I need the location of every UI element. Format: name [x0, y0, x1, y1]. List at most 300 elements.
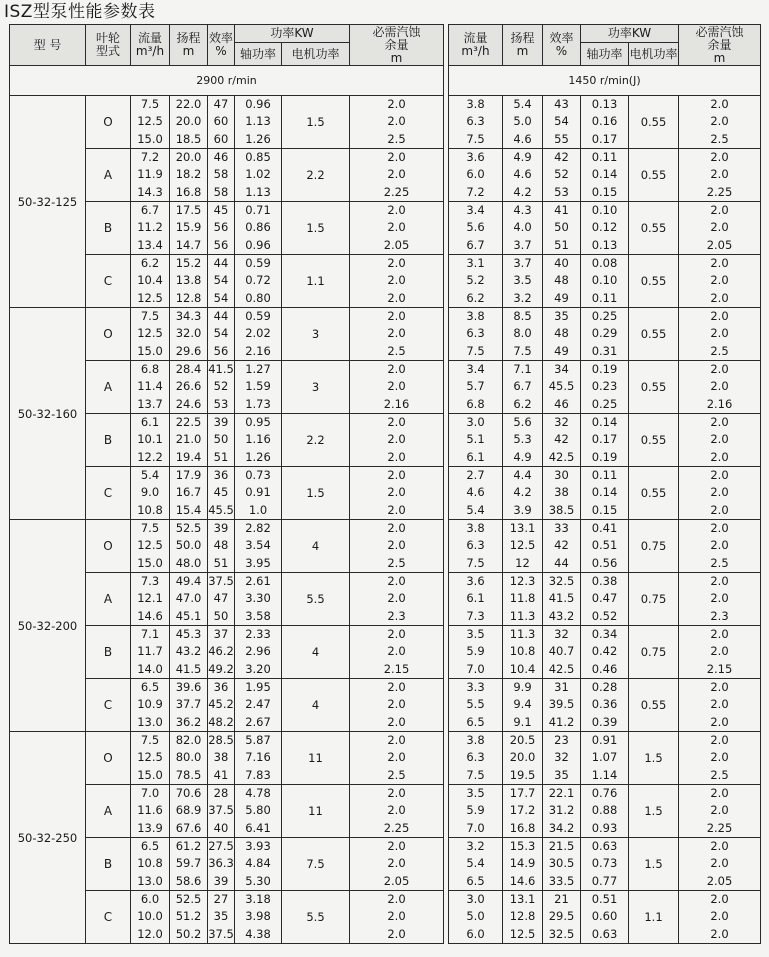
cell-value: 2.25 [383, 820, 410, 835]
motor-power-cell: 2.2 [282, 149, 350, 202]
cell-value: 2.05 [383, 873, 410, 888]
cell-value: 2.5 [387, 767, 406, 782]
cell-value: 47.0 [175, 591, 202, 606]
cell-value: 2.0 [710, 926, 729, 941]
cell-value: 6.1 [466, 449, 485, 464]
cell-value: 2.0 [387, 538, 406, 553]
npsh-cell [350, 361, 444, 414]
cell-value: 7.1 [140, 627, 160, 642]
cell-value: 4.2 [513, 184, 532, 199]
cell-value: 2.0 [710, 326, 729, 341]
cell-value: 4.4 [513, 468, 532, 483]
cell-value: 0.36 [591, 697, 618, 712]
cell-value: 50 [213, 608, 229, 623]
cell-value: 13.7 [137, 396, 163, 411]
model-cell: 50-32-250 [10, 732, 86, 944]
cell-value: 2.3 [710, 608, 729, 623]
efficiency-cell [208, 679, 235, 732]
cell-value: 5.4 [466, 856, 485, 871]
npsh-cell [350, 785, 444, 838]
cell-value: 12.3 [509, 574, 536, 589]
cell-value: 2.61 [245, 574, 271, 589]
cell-value: 2.0 [710, 839, 729, 854]
cell-value: 3.0 [466, 415, 485, 430]
cell-value: 0.72 [245, 273, 271, 288]
table-row [449, 785, 761, 838]
cell-value: 12.1 [137, 591, 163, 606]
cell-value: 13.1 [509, 892, 536, 907]
cell-value: 2.5 [710, 131, 729, 146]
cell-value: 7.0 [140, 786, 160, 801]
table-row [449, 308, 761, 361]
cell-value: 11.3 [509, 627, 536, 642]
motor-power-cell-low: 0.55 [629, 679, 679, 732]
motor-power-cell-low: 0.55 [629, 467, 679, 520]
cell-value: 2.25 [706, 184, 733, 199]
npsh-header-low: 必需汽蚀 余量 m [679, 25, 761, 66]
cell-value: 3.8 [466, 521, 485, 536]
cell-value: 29.6 [175, 343, 202, 358]
flow-cell-low [449, 838, 503, 891]
motor-power-cell: 1.5 [282, 467, 350, 520]
cell-value: 10.8 [137, 502, 163, 517]
cell-value: 2.0 [710, 220, 729, 235]
npsh-cell-low [679, 149, 761, 202]
flow-cell-low [449, 361, 503, 414]
shaft-power-cell-low [581, 202, 629, 255]
cell-value: 5.30 [245, 873, 271, 888]
cell-value: 10.4 [509, 661, 536, 676]
cell-value: 2.16 [245, 343, 271, 358]
cell-value: 3.1 [466, 256, 485, 271]
impeller-cell: A [86, 573, 131, 626]
cell-value: 2.0 [710, 574, 729, 589]
motor-power-cell-low: 0.55 [629, 414, 679, 467]
cell-value: 2.0 [710, 379, 729, 394]
cell-value: 0.56 [591, 555, 618, 570]
cell-value: 10.9 [137, 697, 163, 712]
shaft-power-cell-low [581, 149, 629, 202]
efficiency-cell [208, 361, 235, 414]
flow-cell [131, 255, 170, 308]
motor-power-cell-low: 0.55 [629, 149, 679, 202]
cell-value: 27.5 [208, 839, 234, 854]
cell-value: 18.2 [175, 167, 202, 182]
cell-value: 2.0 [387, 432, 406, 447]
cell-value: 13.9 [137, 820, 163, 835]
flow-cell [131, 202, 170, 255]
cell-value: 7.2 [466, 184, 485, 199]
cell-value: 4.78 [245, 786, 271, 801]
cell-value: 5.6 [466, 220, 485, 235]
cell-value: 33.5 [548, 873, 575, 888]
cell-value: 39 [213, 521, 229, 536]
npsh-cell [350, 573, 444, 626]
npsh-cell-low [679, 838, 761, 891]
efficiency-cell [208, 785, 235, 838]
cell-value: 0.14 [591, 415, 618, 430]
cell-value: 6.0 [466, 167, 485, 182]
flow-cell [131, 149, 170, 202]
head-cell [170, 255, 208, 308]
cell-value: 34 [554, 362, 569, 377]
cell-value: 45 [213, 203, 229, 218]
efficiency-cell-low [543, 626, 581, 679]
motor-power-cell: 3 [282, 361, 350, 414]
cell-value: 44 [554, 555, 569, 570]
cell-value: 14.6 [509, 873, 536, 888]
cell-value: 5.2 [466, 273, 485, 288]
head-cell-low [503, 414, 543, 467]
cell-value: 11.2 [137, 220, 163, 235]
npsh-cell-low [679, 573, 761, 626]
cell-value: 5.87 [245, 733, 271, 748]
cell-value: 0.52 [591, 608, 618, 623]
shaft-power-cell [235, 96, 282, 149]
head-cell-low [503, 361, 543, 414]
shaft-power-cell-low [581, 785, 629, 838]
flow-cell-low [449, 573, 503, 626]
performance-table-1450 [448, 24, 761, 944]
impeller-cell: B [86, 414, 131, 467]
cell-value: 2.0 [387, 644, 406, 659]
flow-cell [131, 785, 170, 838]
motor-power-cell-low: 0.75 [629, 573, 679, 626]
cell-value: 3.4 [466, 203, 485, 218]
cell-value: 2.25 [383, 184, 410, 199]
cell-value: 12.0 [137, 926, 163, 941]
cell-value: 45.5 [548, 379, 575, 394]
cell-value: 12.8 [509, 909, 536, 924]
table-row [449, 838, 761, 891]
cell-value: 21.5 [548, 839, 575, 854]
shaft-power-cell [235, 361, 282, 414]
cell-value: 2.0 [387, 856, 406, 871]
cell-value: 2.0 [387, 786, 406, 801]
efficiency-cell [208, 891, 235, 944]
cell-value: 4.6 [466, 485, 485, 500]
cell-value: 50.0 [175, 538, 202, 553]
head-cell-low [503, 308, 543, 361]
cell-value: 0.31 [591, 343, 618, 358]
cell-value: 3.5 [466, 627, 485, 642]
cell-value: 61.2 [175, 839, 202, 854]
cell-value: 32.5 [548, 926, 575, 941]
cell-value: 82.0 [175, 733, 202, 748]
efficiency-cell [208, 626, 235, 679]
cell-value: 2.5 [387, 131, 406, 146]
cell-value: 53 [554, 184, 569, 199]
flow-header-low: 流量 m³/h [449, 25, 503, 66]
head-cell [170, 96, 208, 149]
cell-value: 37.5 [208, 926, 234, 941]
cell-value: 36 [213, 468, 229, 483]
head-cell-low [503, 626, 543, 679]
cell-value: 2.02 [245, 326, 271, 341]
speed-label-2900: 2900 r/min [10, 66, 444, 96]
npsh-cell-low [679, 308, 761, 361]
cell-value: 3.6 [466, 150, 485, 165]
cell-value: 38 [213, 750, 229, 765]
cell-value: 1.07 [591, 750, 618, 765]
npsh-cell-low [679, 520, 761, 573]
flow-cell-low [449, 891, 503, 944]
cell-value: 2.0 [387, 892, 406, 907]
efficiency-cell [208, 308, 235, 361]
cell-value: 54 [213, 273, 229, 288]
cell-value: 28 [213, 786, 229, 801]
cell-value: 3.6 [466, 574, 485, 589]
cell-value: 2.15 [706, 661, 733, 676]
cell-value: 3.2 [466, 839, 485, 854]
shaft-power-cell [235, 414, 282, 467]
head-cell [170, 520, 208, 573]
flow-cell-low [449, 626, 503, 679]
efficiency-header-low: 效率 % [543, 25, 581, 66]
cell-value: 2.0 [710, 803, 729, 818]
shaft-power-cell-low [581, 732, 629, 785]
cell-value: 3.7 [513, 256, 532, 271]
cell-value: 6.2 [140, 256, 160, 271]
cell-value: 2.0 [710, 167, 729, 182]
motor-power-cell-low: 1.5 [629, 838, 679, 891]
cell-value: 0.17 [591, 432, 618, 447]
cell-value: 6.8 [466, 396, 485, 411]
cell-value: 7.5 [466, 131, 485, 146]
cell-value: 33 [554, 521, 569, 536]
cell-value: 0.10 [591, 203, 618, 218]
efficiency-cell-low [543, 785, 581, 838]
cell-value: 0.10 [591, 273, 618, 288]
motor-power-cell-low: 0.55 [629, 308, 679, 361]
flow-cell-low [449, 785, 503, 838]
power-header: 功率KW [235, 25, 350, 43]
head-cell [170, 308, 208, 361]
efficiency-cell-low [543, 573, 581, 626]
shaft-power-cell-low [581, 96, 629, 149]
cell-value: 7.0 [466, 661, 485, 676]
cell-value: 3.4 [466, 362, 485, 377]
cell-value: 3.30 [245, 591, 271, 606]
cell-value: 40 [554, 256, 569, 271]
cell-value: 2.33 [245, 627, 271, 642]
motor-power-cell: 3 [282, 308, 350, 361]
cell-value: 67.6 [175, 820, 202, 835]
cell-value: 26.6 [175, 379, 202, 394]
cell-value: 15.4 [175, 502, 202, 517]
cell-value: 5.6 [513, 415, 532, 430]
cell-value: 2.0 [710, 415, 729, 430]
cell-value: 2.15 [383, 661, 410, 676]
cell-value: 7.5 [140, 733, 160, 748]
cell-value: 45.1 [175, 608, 202, 623]
npsh-cell [350, 732, 444, 785]
cell-value: 6.5 [466, 873, 485, 888]
cell-value: 3.98 [245, 909, 271, 924]
cell-value: 9.9 [513, 680, 532, 695]
cell-value: 6.7 [466, 237, 485, 252]
cell-value: 2.0 [387, 167, 406, 182]
cell-value: 36.2 [175, 714, 202, 729]
shaft-power-cell [235, 838, 282, 891]
cell-value: 7.83 [245, 767, 271, 782]
flow-cell [131, 96, 170, 149]
cell-value: 2.67 [245, 714, 271, 729]
cell-value: 2.0 [710, 114, 729, 129]
cell-value: 11.3 [509, 608, 536, 623]
npsh-cell [350, 626, 444, 679]
cell-value: 3.0 [466, 892, 485, 907]
cell-value: 7.5 [466, 555, 485, 570]
model-cell: 50-32-125 [10, 96, 86, 308]
cell-value: 10.4 [137, 273, 163, 288]
head-header-low: 扬程 m [503, 25, 543, 66]
cell-value: 13.4 [137, 237, 163, 252]
cell-value: 0.91 [591, 733, 618, 748]
cell-value: 6.5 [140, 680, 160, 695]
cell-value: 14.6 [137, 608, 163, 623]
shaft-power-cell [235, 573, 282, 626]
cell-value: 15.0 [137, 343, 163, 358]
head-cell-low [503, 838, 543, 891]
cell-value: 17.9 [175, 468, 202, 483]
cell-value: 41.5 [548, 591, 575, 606]
cell-value: 41 [213, 767, 229, 782]
cell-value: 31 [554, 680, 569, 695]
cell-value: 6.0 [466, 926, 485, 941]
cell-value: 41 [554, 203, 569, 218]
cell-value: 12.8 [175, 290, 202, 305]
cell-value: 2.05 [706, 873, 733, 888]
table-row [449, 573, 761, 626]
cell-value: 3.93 [245, 839, 271, 854]
model-cell: 50-32-160 [10, 308, 86, 520]
cell-value: 11.4 [137, 379, 163, 394]
table-row [449, 414, 761, 467]
cell-value: 54 [213, 326, 229, 341]
table-row [10, 732, 444, 785]
cell-value: 6.3 [466, 114, 485, 129]
cell-value: 7.3 [466, 608, 485, 623]
cell-value: 0.91 [245, 485, 271, 500]
shaft-power-cell-low [581, 626, 629, 679]
cell-value: 41.5 [208, 362, 234, 377]
cell-value: 6.1 [140, 415, 160, 430]
cell-value: 3.5 [466, 786, 485, 801]
cell-value: 48 [554, 326, 569, 341]
cell-value: 51 [213, 555, 229, 570]
impeller-cell: O [86, 96, 131, 149]
cell-value: 45.2 [208, 697, 234, 712]
npsh-header: 必需汽蚀 余量 m [350, 25, 444, 66]
cell-value: 4.0 [513, 220, 532, 235]
table-row [10, 96, 444, 149]
flow-cell-low [449, 467, 503, 520]
cell-value: 46 [554, 396, 569, 411]
shaft-power-cell [235, 255, 282, 308]
npsh-cell-low [679, 96, 761, 149]
page-title: ISZ型泵性能参数表 [4, 2, 156, 22]
cell-value: 12.5 [137, 538, 163, 553]
cell-value: 4.9 [513, 150, 532, 165]
cell-value: 17.2 [509, 803, 536, 818]
cell-value: 7.2 [140, 150, 160, 165]
cell-value: 42.5 [548, 661, 575, 676]
cell-value: 0.86 [245, 220, 271, 235]
efficiency-cell [208, 202, 235, 255]
cell-value: 2.0 [710, 485, 729, 500]
efficiency-cell [208, 96, 235, 149]
cell-value: 37.7 [175, 697, 202, 712]
cell-value: 7.16 [245, 750, 271, 765]
cell-value: 6.2 [513, 396, 532, 411]
impeller-cell: O [86, 520, 131, 573]
efficiency-cell-low [543, 414, 581, 467]
table-row [449, 361, 761, 414]
cell-value: 6.3 [466, 538, 485, 553]
cell-value: 0.25 [591, 396, 618, 411]
cell-value: 58.6 [175, 873, 202, 888]
impeller-cell: C [86, 679, 131, 732]
cell-value: 49 [554, 290, 569, 305]
cell-value: 58 [213, 184, 229, 199]
head-cell [170, 573, 208, 626]
cell-value: 6.7 [140, 203, 160, 218]
cell-value: 2.0 [387, 150, 406, 165]
shaft-power-cell [235, 679, 282, 732]
cell-value: 2.0 [710, 750, 729, 765]
cell-value: 2.05 [383, 237, 410, 252]
cell-value: 55 [554, 131, 569, 146]
cell-value: 70.6 [175, 786, 202, 801]
flow-cell [131, 573, 170, 626]
cell-value: 35 [213, 909, 229, 924]
cell-value: 2.0 [387, 714, 406, 729]
cell-value: 12.2 [137, 449, 163, 464]
model-cell: 50-32-200 [10, 520, 86, 732]
cell-value: 0.85 [245, 150, 271, 165]
cell-value: 2.0 [387, 114, 406, 129]
efficiency-cell-low [543, 679, 581, 732]
cell-value: 2.0 [710, 627, 729, 642]
efficiency-cell-low [543, 361, 581, 414]
head-cell [170, 414, 208, 467]
cell-value: 2.0 [387, 521, 406, 536]
impeller-cell: O [86, 732, 131, 785]
cell-value: 3.7 [513, 237, 532, 252]
cell-value: 3.58 [245, 608, 271, 623]
cell-value: 1.0 [248, 502, 268, 517]
cell-value: 16.8 [175, 184, 202, 199]
cell-value: 30 [554, 468, 569, 483]
shaft-power-cell [235, 732, 282, 785]
flow-header: 流量 m³/h [131, 25, 170, 66]
cell-value: 12.5 [137, 114, 163, 129]
cell-value: 5.0 [466, 909, 485, 924]
efficiency-cell-low [543, 149, 581, 202]
cell-value: 12.5 [509, 926, 536, 941]
cell-value: 2.0 [387, 97, 406, 112]
cell-value: 11.7 [137, 644, 163, 659]
cell-value: 10.8 [509, 644, 536, 659]
cell-value: 47 [213, 97, 229, 112]
cell-value: 2.16 [706, 396, 733, 411]
cell-value: 5.7 [466, 379, 485, 394]
cell-value: 2.5 [387, 555, 406, 570]
cell-value: 1.13 [245, 114, 271, 129]
cell-value: 0.16 [591, 114, 618, 129]
cell-value: 2.0 [710, 856, 729, 871]
